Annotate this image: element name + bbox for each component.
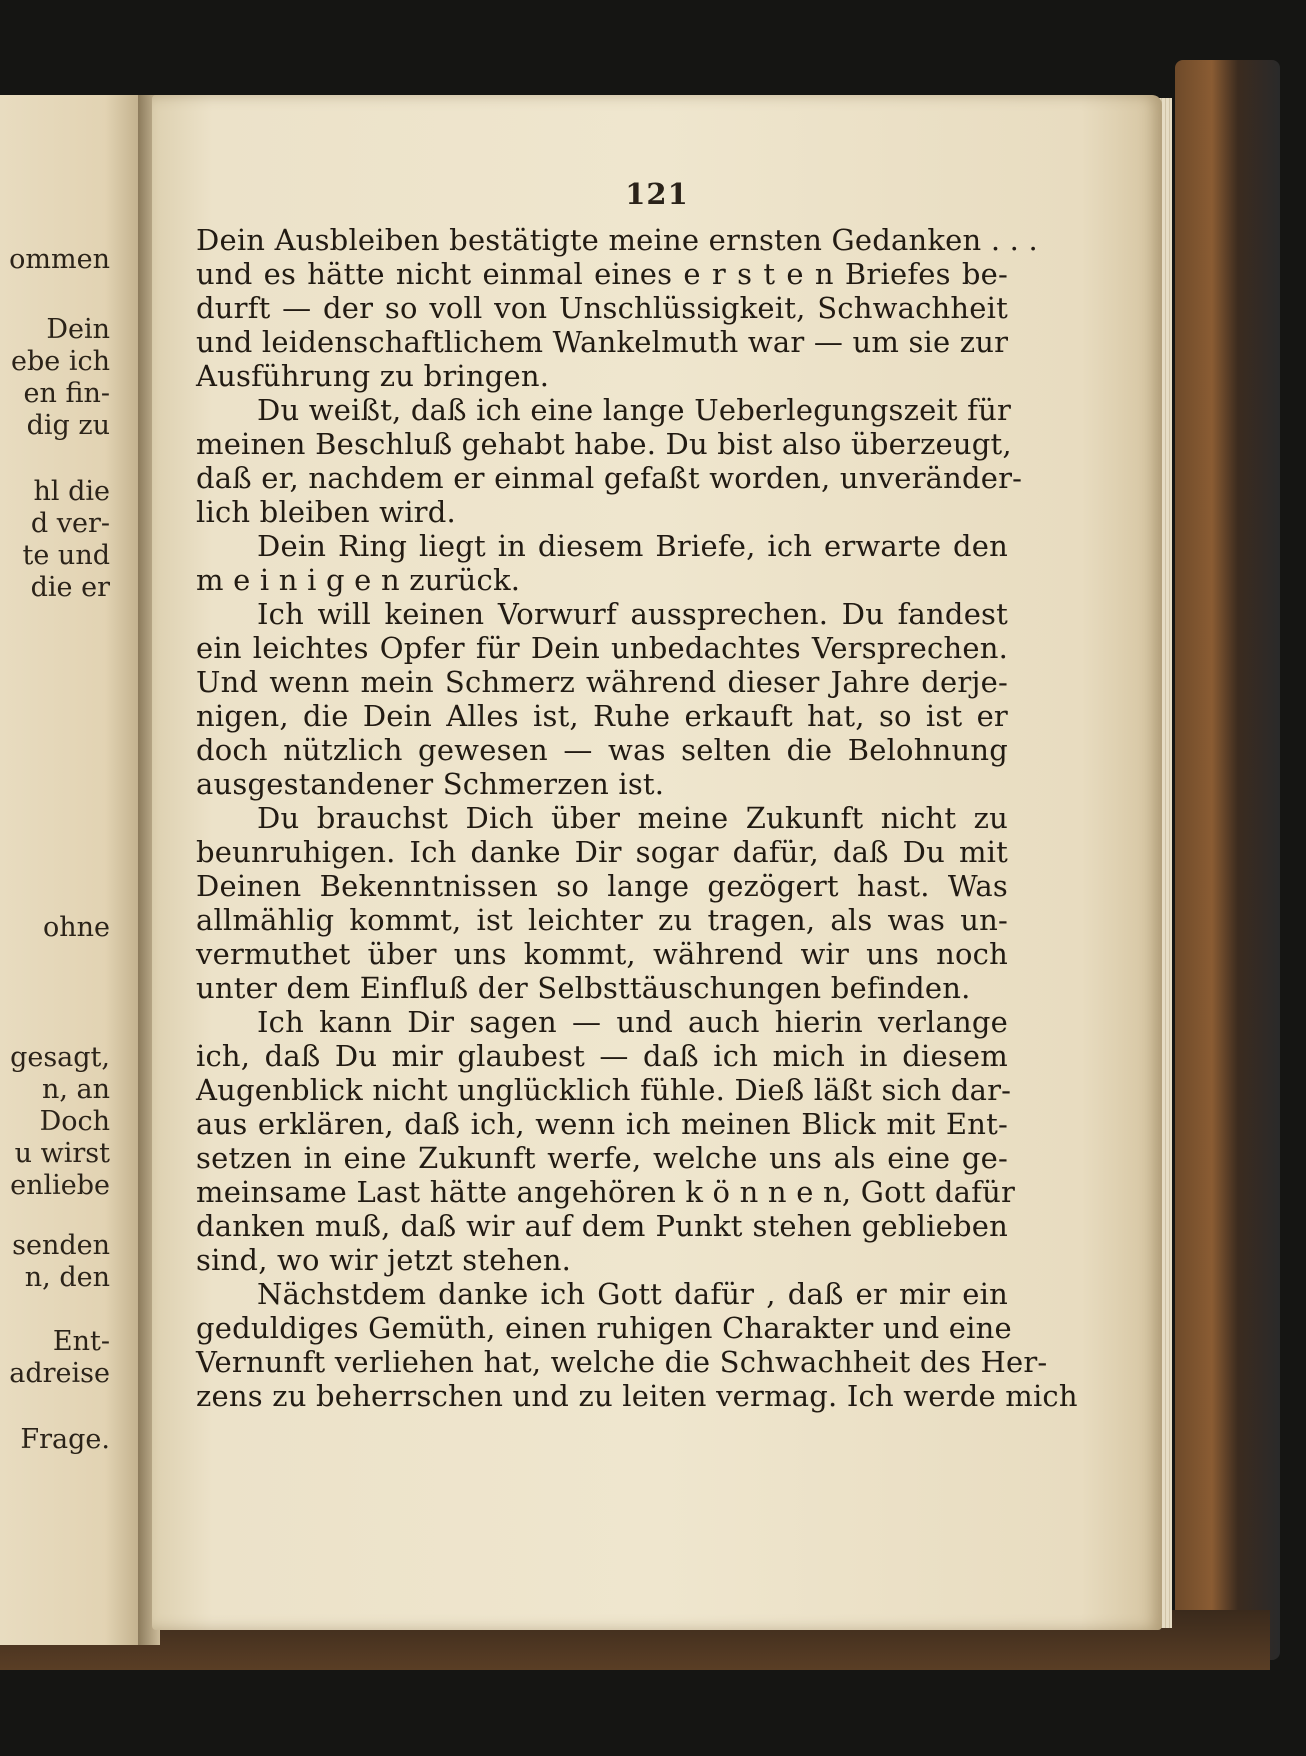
left-page-fragment: ebe ich (11, 347, 110, 377)
left-page-fragment: enliebe (10, 1171, 110, 1201)
text-line: durft — der so voll von Unschlüssigkeit, Schwachheit (196, 291, 1008, 325)
text-line: Dein Ausbleiben bestätigte meine ernsten Gedanken . . . (196, 223, 1038, 257)
left-page-fragment: ommen (9, 245, 110, 275)
left-page-fragment: dig zu (26, 411, 110, 441)
right-page (152, 95, 1162, 1630)
left-page-fragment: gesagt, (10, 1043, 110, 1073)
text-line: Dein Ring liegt in diesem Briefe, ich erwarte den (257, 529, 1008, 563)
text-line: Und wenn mein Schmerz während dieser Jahre derje- (196, 665, 1008, 699)
text-line: Ich kann Dir sagen — und auch hierin verlange (257, 1005, 1008, 1039)
text-line: Ausführung zu bringen. (196, 359, 550, 393)
text-line: geduldiges Gemüth, einen ruhigen Charakter und eine (196, 1311, 1012, 1345)
text-line: Du brauchst Dich über meine Zukunft nicht zu (257, 801, 1008, 835)
text-line: zens zu beherrschen und zu leiten vermag. Ich werde mich (196, 1379, 1078, 1413)
text-line: daß er, nachdem er einmal gefaßt worden, unveränder- (196, 461, 1023, 495)
book-cover-right (1175, 60, 1280, 1660)
text-line: aus erklären, daß ich, wenn ich meinen Blick mit Ent- (196, 1107, 1008, 1141)
left-page-fragment: u wirst (14, 1139, 110, 1169)
left-page-fragment: te und (22, 541, 110, 571)
text-line: vermuthet über uns kommt, während wir uns noch (196, 937, 1008, 971)
text-line: setzen in eine Zukunft werfe, welche uns als eine ge- (196, 1141, 1008, 1175)
left-page-fragment: Doch (39, 1107, 110, 1137)
text-line: beunruhigen. Ich danke Dir sogar dafür, daß Du mit (196, 835, 1008, 869)
text-line: und es hätte nicht einmal eines e r s t e n Briefes be- (196, 257, 1008, 291)
text-line: und leidenschaftlichem Wankelmuth war — um sie zur (196, 325, 1009, 359)
left-page-fragment: hl die (33, 477, 110, 507)
left-page (0, 95, 150, 1645)
text-line: nigen, die Dein Alles ist, Ruhe erkauft hat, so ist er (196, 699, 1008, 733)
left-page-fragment: n, an (41, 1075, 110, 1105)
left-page-fragment: n, den (24, 1263, 110, 1293)
left-page-fragment: die er (30, 573, 110, 603)
text-line: Vernunft verliehen hat, welche die Schwachheit des Her- (196, 1345, 1048, 1379)
text-line: Deinen Bekenntnissen so lange gezögert hast. Was (196, 869, 1008, 903)
left-page-fragment: d ver- (30, 509, 110, 539)
left-page-fragment: senden (12, 1231, 110, 1261)
text-line: meinen Beschluß gehabt habe. Du bist also überzeugt, (196, 427, 1012, 461)
text-line: meinsame Last hätte angehören k ö n n e n, Gott dafür (196, 1175, 1016, 1209)
text-line: danken muß, daß wir auf dem Punkt stehen geblieben (196, 1209, 1008, 1243)
text-line: lich bleiben wird. (196, 495, 456, 529)
text-line: ausgestandener Schmerzen ist. (196, 767, 665, 801)
left-page-fragment: Dein (46, 315, 110, 345)
text-line: allmählig kommt, ist leichter zu tragen, als was un- (196, 903, 1008, 937)
text-line: unter dem Einfluß der Selbsttäuschungen befinden. (196, 971, 971, 1005)
text-line: Augenblick nicht unglücklich fühle. Dieß läßt sich dar- (196, 1073, 1012, 1107)
page-number: 121 (625, 177, 689, 211)
text-line: doch nützlich gewesen — was selten die Belohnung (196, 733, 1008, 767)
text-line: Nächstdem danke ich Gott dafür , daß er mir ein (257, 1277, 1008, 1311)
text-line: Ich will keinen Vorwurf aussprechen. Du fandest (257, 597, 1008, 631)
left-page-fragment: Ent- (52, 1327, 110, 1357)
text-line: sind, wo wir jetzt stehen. (196, 1243, 572, 1277)
left-page-fragment: en fin- (23, 379, 110, 409)
text-line: ich, daß Du mir glaubest — daß ich mich in diesem (196, 1039, 1008, 1073)
left-page-fragment: adreise (9, 1359, 110, 1389)
text-line: ein leichtes Opfer für Dein unbedachtes Versprechen. (196, 631, 1008, 665)
text-line: Du weißt, daß ich eine lange Ueberlegungszeit für (257, 393, 1012, 427)
text-line: m e i n i g e n zurück. (196, 563, 521, 597)
left-page-fragment: Frage. (20, 1425, 110, 1455)
left-page-fragment: ohne (42, 913, 110, 943)
